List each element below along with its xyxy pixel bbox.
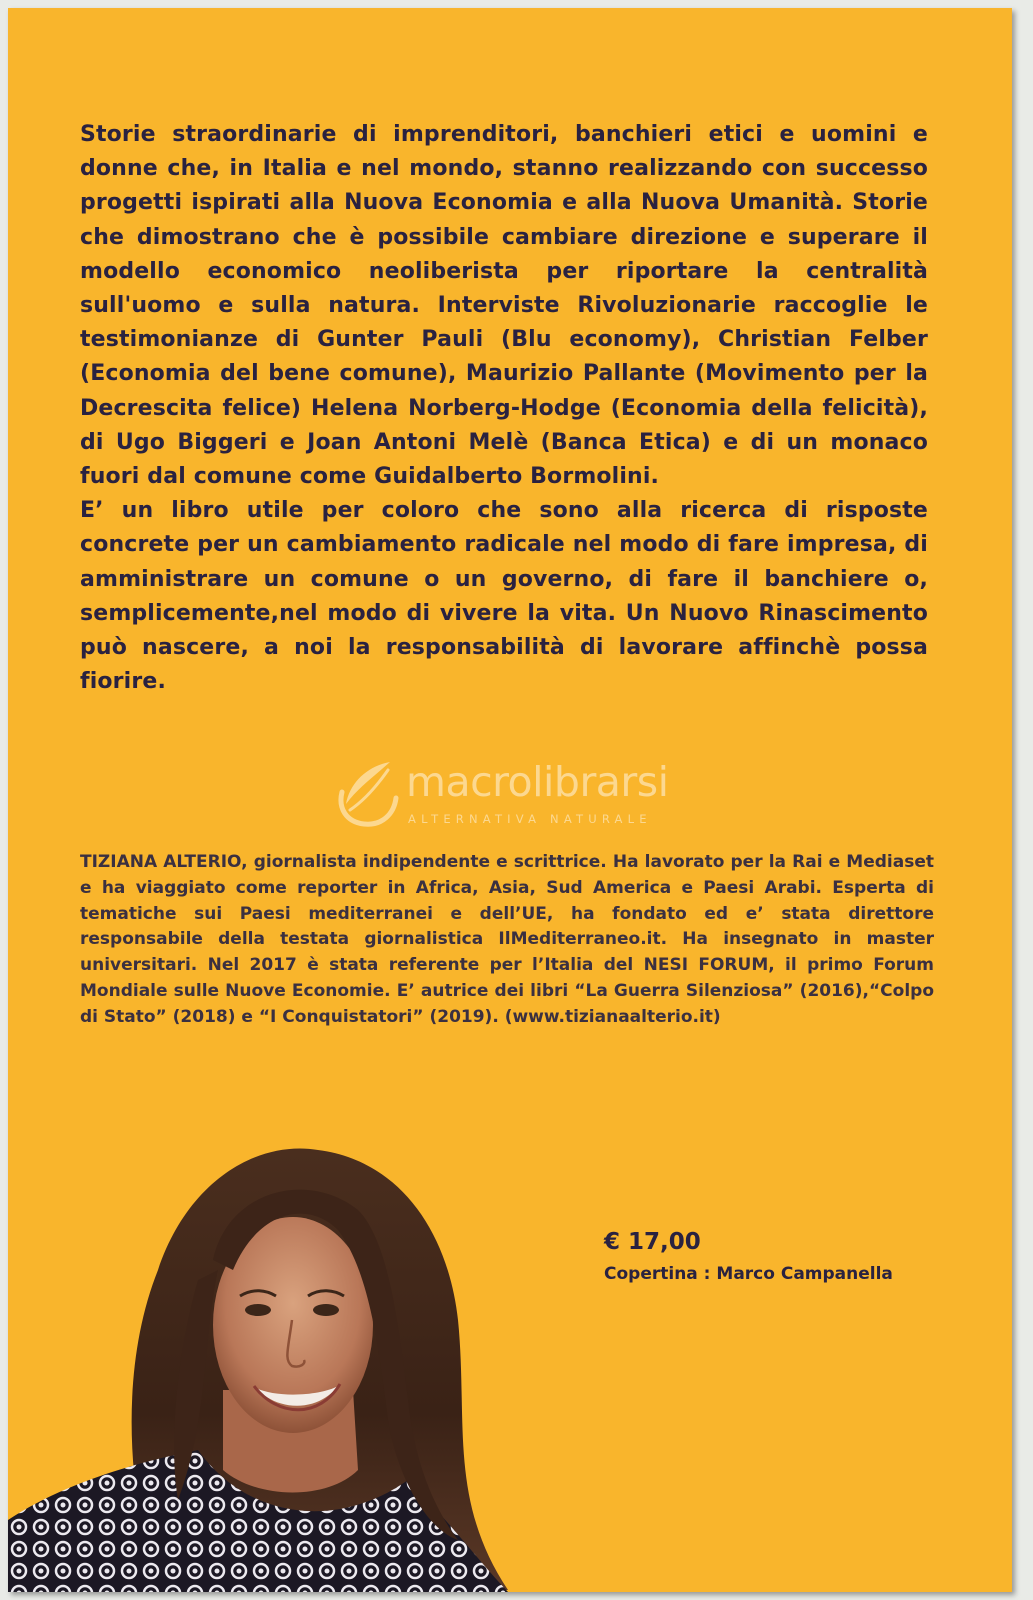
blurb-paragraph-2: E’ un libro utile per coloro che sono alla ricerca di risposte concrete per un cambiamento radicale nel modo di fare impresa, di amministrare un comune o un governo, di fare il banchiere o, semplicemente,nel modo di vivere la vita. Un Nuovo Rinascimento può nascere, a noi la responsabilità di lavorare affinchè possa fiorire.: [80, 498, 928, 695]
author-name: TIZIANA ALTERIO: [80, 852, 242, 872]
author-photo: [8, 1120, 568, 1592]
watermark-name: macrolibrarsi: [406, 758, 669, 806]
watermark-tagline: ALTERNATIVA NATURALE: [408, 812, 652, 826]
author-bio-text: , giornalista indipendente e scrittrice. Ha lavorato per la Rai e Mediaset e ha viaggiato come reporter in Africa, Asia, Sud America e Paesi Arabi. Esperta di tematiche sui Paesi mediterranei e dell’UE, ha fondato ed e’ stata direttore responsabile della testata giornalistica IlMediterraneo.it. Ha insegnato in master universitari. Nel 2017 è stata referente per l’Italia del NESI FORUM, il primo Forum Mondiale sulle Nuove Economie. E’ autrice dei libri “La Guerra Silenziosa” (2016),“Colpo di Stato” (2018) e “I Conquistatori” (2019). (www.tizianaalterio.it): [80, 852, 934, 1027]
author-bio: [80, 850, 934, 1031]
blurb-paragraph-1: Storie straordinarie di imprenditori, banchieri etici e uomini e donne che, in Italia e nel mondo, stanno realizzando con successo progetti ispirati alla Nuova Economia e alla Nuova Umanità. Storie che dimostrano che è possibile cambiare direzione e superare il modello economico neoliberista per riportare la centralità sull'uomo e sulla natura. Interviste Rivoluzionarie raccoglie le testimonianze di Gunter Pauli (Blu economy), Christian Felber (Economia del bene comune), Maurizio Pallante (Movimento per la Decrescita felice) Helena Norberg-Hodge (Economia della felicità), di Ugo Biggeri e Joan Antoni Melè (Banca Etica) e di un monaco fuori dal comune come Guidalberto Bormolini.: [80, 122, 928, 490]
watermark: [326, 752, 726, 842]
book-blurb: [80, 118, 928, 699]
cover-credit: Copertina : Marco Campanella: [604, 1264, 893, 1284]
book-back-cover: [8, 8, 1012, 1592]
leaf-logo-icon: [328, 752, 408, 832]
book-price: € 17,00: [604, 1229, 701, 1255]
